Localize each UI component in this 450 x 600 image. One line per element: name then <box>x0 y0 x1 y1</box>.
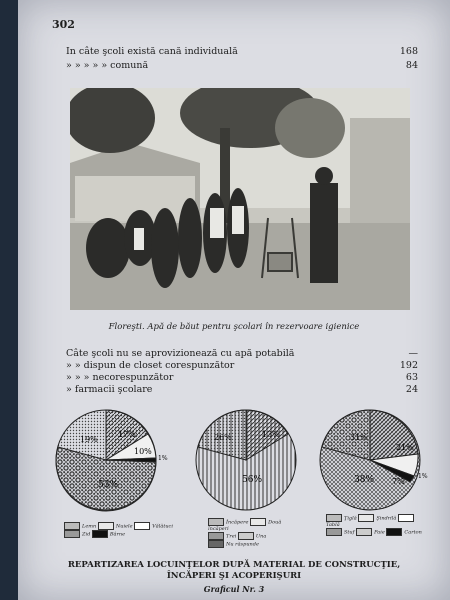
pie-2-label-26: 26% <box>214 433 232 442</box>
pie-1-label-17: 17% <box>118 430 136 439</box>
photo-caption: Floreşti. Apă de băut pentru şcolari în rezervoare igienice <box>108 322 360 332</box>
pie-3-label-38: 38% <box>354 475 375 485</box>
legend-pie-2: Încăpere Două încăperi Trei Una Nu răspunde <box>208 519 282 548</box>
photo-children-drinking-water <box>70 88 410 310</box>
book-page: 302 In câte şcoli există cană individuală 168 » » » » » comună 84 Floreşti. Apă de băut pentru şcolari în rezervoare igienice Câte şcoli nu se aprovizionează cu apă potabilă — » » dispun de closet corespunzător 192 » » » necorespunzător 63 » farmacii şcolare 24 19% 17% 10% 1% 53% 26% 13% 56% 31% 21% 7% 38% 1% Lemn Nuiele Vălătuci Zid Bârne Încăpere Două încăperi Trei Una Nu răspunde Ţiglă Şindrilă Tablă Stuf Paie Carton REPARTIZAREA LOCUINŢELOR DUPĂ MATERIAL DE CONSTRUCŢIE, ÎNCĂPERI ŞI ACOPERIŞURI Graficul Nr. 3 <box>18 0 450 600</box>
pie-2-label-56: 56% <box>242 475 263 485</box>
pie-1-label-19: 19% <box>80 435 98 444</box>
chart-title-line-2: ÎNCĂPERI ŞI ACOPERIŞURI <box>166 571 302 581</box>
pie-1-label-53: 53% <box>98 480 119 490</box>
chart-title-line-1: REPARTIZAREA LOCUINŢELOR DUPĂ MATERIAL DE CONSTRUCŢIE, <box>67 560 401 570</box>
pie-3-label-31: 31% <box>350 433 368 442</box>
page-number: 302 <box>52 18 75 31</box>
pie-3-label-1: 1% <box>418 473 428 480</box>
pie-1-label-1: 1% <box>158 455 168 462</box>
pie-3-label-21: 21% <box>396 443 414 452</box>
legend-pie-3: Ţiglă Şindrilă Tablă Stuf Paie Carton <box>326 515 422 536</box>
pie-1-label-10: 10% <box>134 447 152 456</box>
pie-3 <box>320 410 428 510</box>
chart-caption: Graficul Nr. 3 <box>203 584 265 594</box>
pie-charts <box>18 402 450 522</box>
pie-2-label-13: 13% <box>262 430 280 439</box>
pie-1 <box>56 410 168 511</box>
legend-pie-1: Lemn Nuiele Vălătuci Zid Bârne <box>64 522 174 538</box>
pie-3-label-7: 7% <box>392 477 405 486</box>
pie-2 <box>196 410 296 510</box>
